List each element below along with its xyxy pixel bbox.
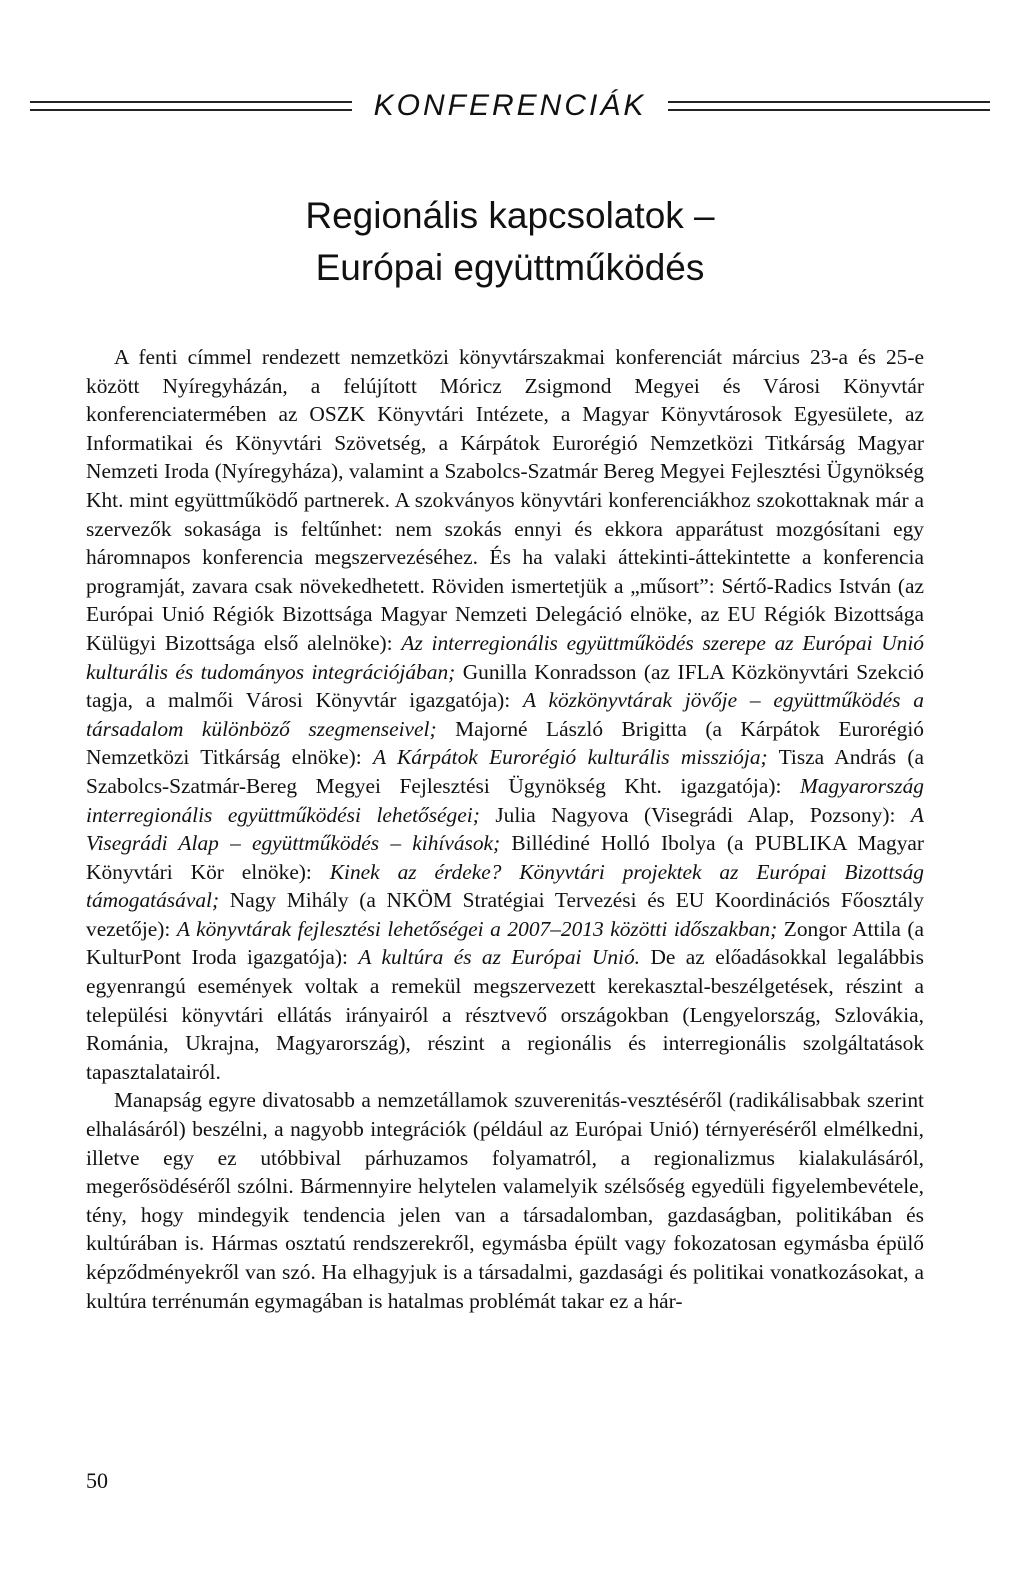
section-header (30, 84, 990, 128)
article-title (150, 190, 870, 294)
paragraph-1-text-a: A fenti címmel rendezett nemzetközi könyvtárszakmai konferenciát március 23-a és 25-e között Nyíregyházán, a felújított Móricz Zsigmond Megyei és Városi Könyvtár konferenciatermében az OSZK Könyvtári Intézete, a Magyar Könyvtárosok Egyesülete, az Informatikai és Könyvtári Szövetség, a Kárpátok Eurorégió Nemzetközi Titkárság Magyar Nemzeti Iroda (Nyíregyháza), valamint a Szabolcs-Szatmár Bereg Megyei Fejlesztési Ügynökség Kht. mint együttműködő partnerek. A szokványos könyvtári konferenciákhoz szokottaknak már a szervezők sokasága is feltűnhet: nem szokás ennyi és ekkora apparátust mozgósítani egy háromnapos konferencia megszervezéséhez. És ha valaki áttekinti-áttekintette a konferencia programját, zavara csak növekedhetett. Röviden ismertetjük a „műsort”: Sértő-Radics István (az Európai Unió Régiók Bizottsága Magyar Nemzeti Delegáció elnöke, az EU Régiók Bizottsága Külügyi Bizottsága első alelnöke): (86, 345, 924, 655)
article-title-line-1: Regionális kapcsolatok – (305, 195, 715, 236)
paragraph-1-text-g: Nagy Mihály (a NKÖM Stratégiai Tervezési és EU Koordinációs Főosztály vezetője): (86, 888, 924, 941)
article-body (86, 343, 924, 1315)
header-rule-left (30, 101, 352, 111)
paragraph-1 (86, 343, 924, 1086)
paragraph-1-text-f: Billédiné Holló Ibolya (a PUBLIKA Magyar Könyvtári Kör elnöke): (86, 831, 925, 884)
page-number: 50 (86, 1468, 108, 1493)
talk-title-7: A könyvtárak fejlesztési lehetőségei a 2007–2013 közötti időszakban; (176, 916, 778, 941)
paragraph-1-text-b: Gunilla Konradsson (az IFLA Közkönyvtári Szekció tagja, a malmői Városi Könyvtár igazgatója): (86, 659, 924, 713)
talk-title-4: Magyarország interregionális együttműködési lehetőségei; (86, 773, 924, 827)
talk-title-3: A Kárpátok Eurorégió kulturális missziója; (373, 745, 768, 770)
paragraph-1-text-e: Julia Nagyova (Visegrádi Alap, Pozsony): (479, 802, 911, 827)
paragraph-1-text-d: Tisza András (a Szabolcs-Szatmár-Bereg Megyei Fejlesztési Ügynökség Kht. igazgatója): (86, 745, 924, 798)
header-rule-right (668, 101, 990, 111)
paragraph-1-text-c: Majorné László Brigitta (a Kárpátok Eurorégió Nemzetközi Titkárság elnöke): (86, 716, 924, 770)
paragraph-1-text-h: Zongor Attila (a KulturPont Iroda igazgatója): (86, 916, 924, 970)
talk-title-8: A kultúra és az Európai Unió. (358, 945, 641, 970)
talk-title-5: A Visegrádi Alap – együttműködés – kihívások; (86, 802, 924, 856)
talk-title-6: Kinek az érdeke? Könyvtári projektek az Európai Bizottság támogatásával; (86, 859, 924, 913)
paragraph-1-text-i: De az előadásokkal legalábbis egyenrangú események voltak a remekül megszervezett kerekasztal-beszélgetések, részint a települési könyvtári ellátás irányairól a résztvevő országokban (Lengyelország, Szlovákia, Románia, Ukrajna, Magyarország), részint a regionális és interregionális szolgáltatások tapasztalatairól. (86, 945, 924, 1084)
article-title-line-2: Európai együttműködés (315, 247, 705, 288)
paragraph-2: Manapság egyre divatosabb a nemzetállamok szuverenitás-vesztéséről (radikálisabbak szerint elhalásáról) beszélni, a nagyobb integrációk (például az Európai Unió) térnyeréséről elmélkedni, illetve egy ez utóbbival párhuzamos folyamatról, a regionalizmus kialakulásáról, megerősödéséről szólni. Bármennyire helytelen valamelyik szélsőség egyedüli figyelembevétele, tény, hogy mindegyik tendencia jelen van a társadalomban, gazdaságban, politikában és kultúrában is. Hármas osztatú rendszerekről, egymásba épült vagy fokozatosan egymásba épülő képződményekről van szó. Ha elhagyjuk is a társadalmi, gazdasági és politikai vonatkozásokat, a kultúra terrénumán egymagában is hatalmas problémát takar ez a hár- (86, 1088, 924, 1313)
section-label: KONFERENCIÁK (373, 89, 647, 122)
talk-title-2: A közkönyvtárak jövője – együttműködés a társadalom különböző szegmenseivel; (86, 688, 924, 741)
talk-title-1: Az interregionális együttműködés szerepe az Európai Unió kulturális és tudományos integrációjában; (86, 630, 924, 684)
